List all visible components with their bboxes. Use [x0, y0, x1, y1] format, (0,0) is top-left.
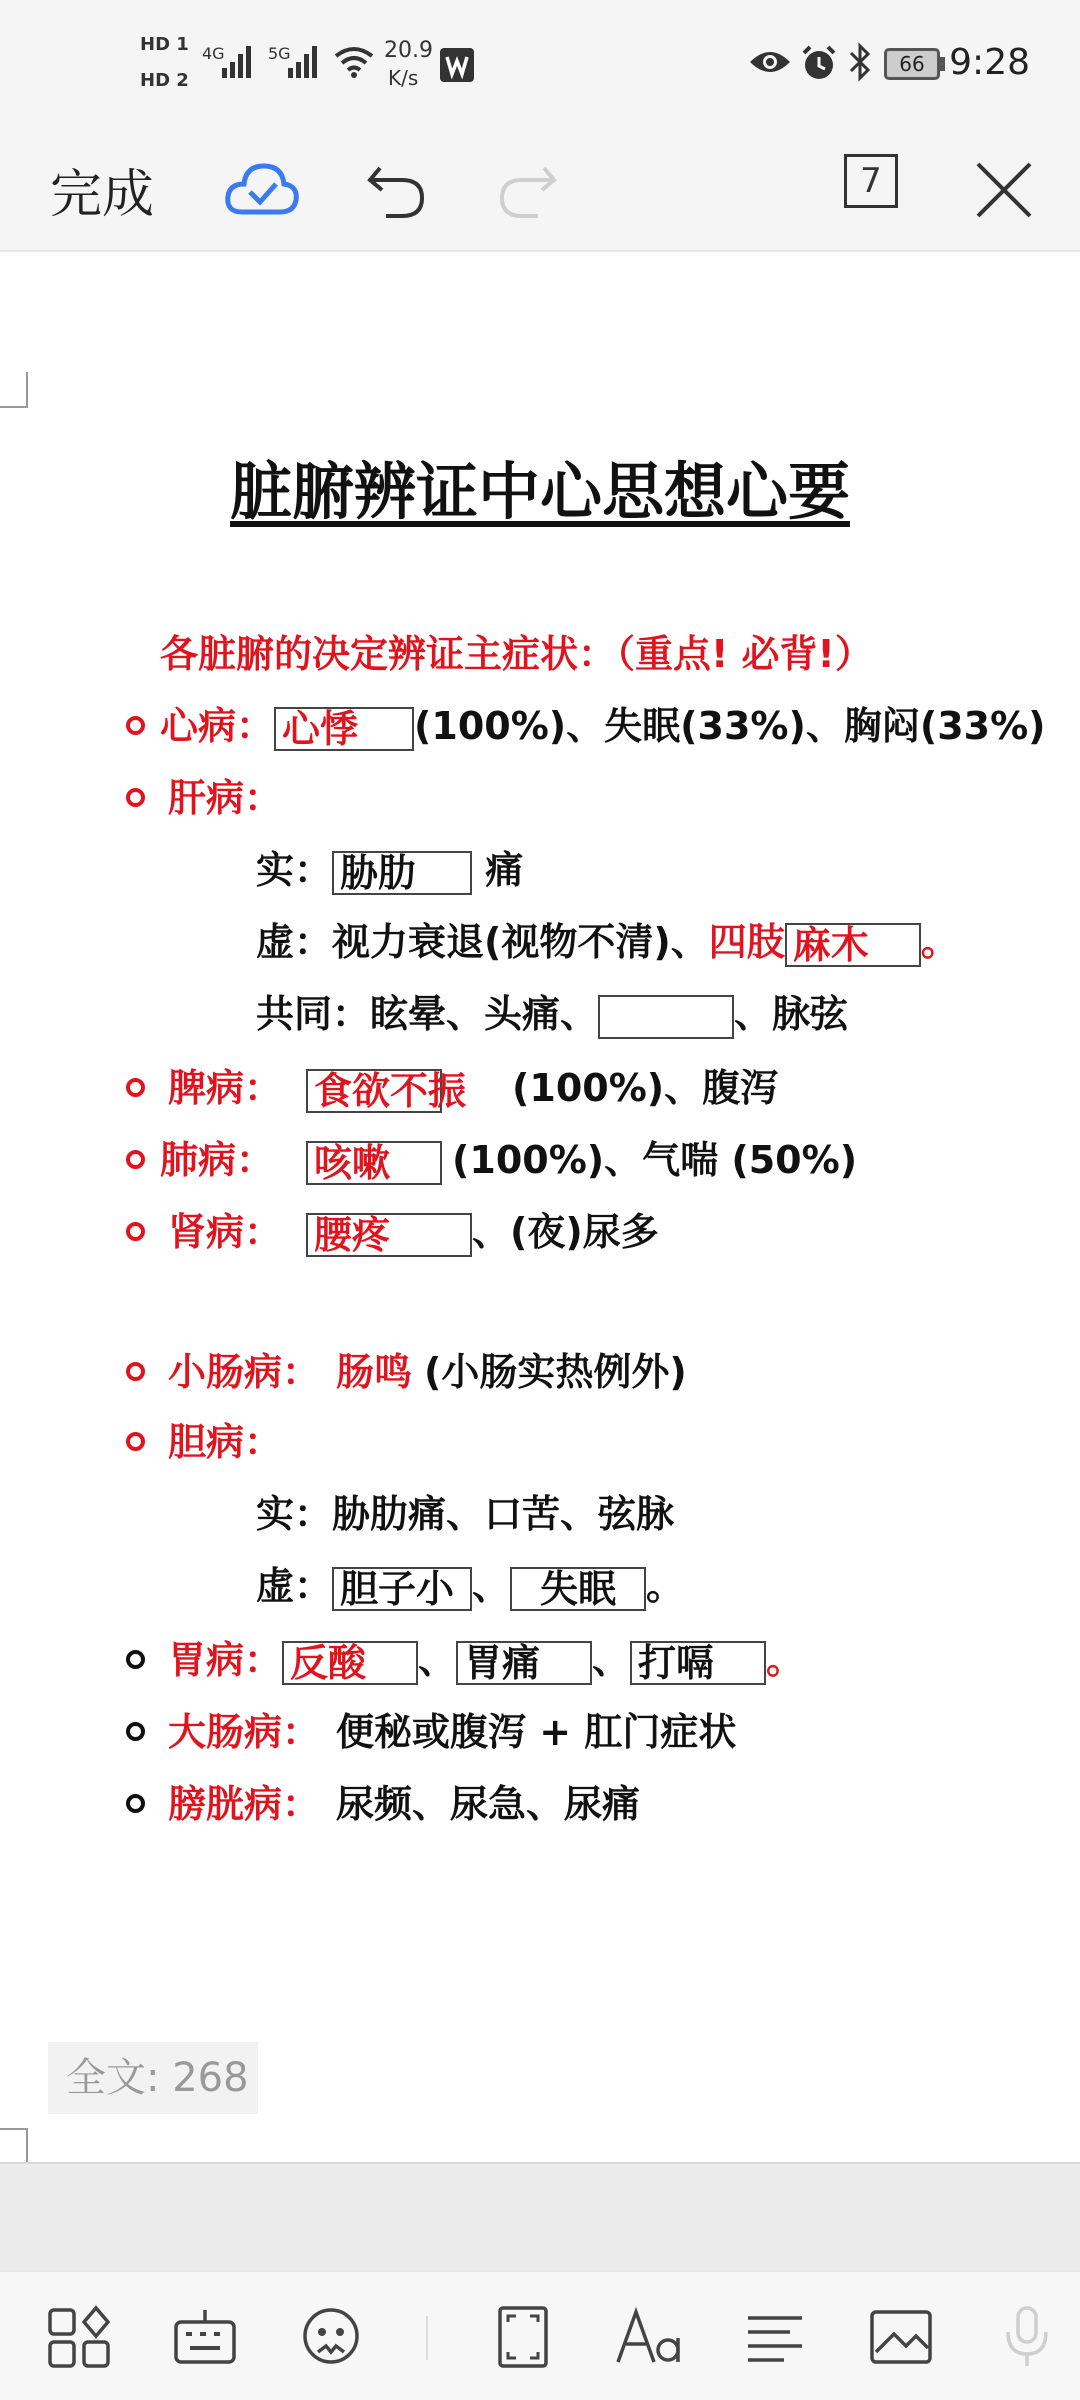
liver-xu-line: [256, 918, 959, 967]
word-count-badge: 全文: 268: [48, 2042, 258, 2114]
gallbladder-xu-sep: 、: [472, 1564, 511, 1608]
fullscreen-icon[interactable]: [488, 2302, 558, 2372]
liver-common-text: 眩晕、头痛、: [370, 992, 599, 1036]
small-intestine-rest: (小肠实热例外): [424, 1350, 687, 1394]
mic-icon[interactable]: [992, 2302, 1062, 2372]
lung-rest: (100%)、气喘 (50%): [452, 1138, 858, 1182]
bullet-liver: [126, 788, 145, 807]
apps-icon[interactable]: [44, 2302, 114, 2372]
page-corner-mark-bottom: [0, 2128, 28, 2164]
lung-line: [160, 1136, 857, 1185]
kidney-line: [168, 1208, 659, 1257]
gallbladder-xu-box2[interactable]: 失眠: [510, 1567, 646, 1611]
stomach-box1[interactable]: 反酸: [282, 1641, 418, 1685]
signal-icon-2: [288, 44, 322, 80]
redo-icon[interactable]: [488, 150, 568, 230]
wps-app-icon: [440, 48, 474, 82]
gallbladder-shi-line: [256, 1490, 674, 1538]
status-bar: [0, 0, 1080, 130]
bottom-toolbar: [0, 2270, 1080, 2400]
wifi-icon: [334, 46, 374, 78]
gallbladder-xu-end: 。: [646, 1564, 685, 1608]
large-intestine-rest: 便秘或腹泻 + 肛门症状: [336, 1710, 737, 1754]
liver-shi-rest: 痛: [472, 848, 524, 892]
signal-icon: [222, 44, 256, 80]
spleen-line: [168, 1064, 778, 1113]
stomach-box3[interactable]: 打嗝: [630, 1641, 766, 1685]
battery-indicator: 66: [884, 48, 940, 80]
lung-label: 肺病：: [160, 1138, 275, 1182]
bullet-small-intestine: [126, 1362, 145, 1381]
kidney-rest: 、(夜)尿多: [472, 1210, 659, 1254]
page-corner-mark: [0, 372, 28, 408]
bladder-label: 膀胱病：: [168, 1782, 321, 1826]
gallbladder-xu-box1[interactable]: 胆子小: [332, 1567, 472, 1611]
hd1-indicator: HD 1: [140, 34, 189, 55]
heart-line: [160, 702, 1046, 751]
spleen-rest: (100%)、腹泻: [512, 1066, 779, 1110]
small-intestine-line: [168, 1348, 687, 1396]
gallbladder-label: 胆病：: [168, 1420, 283, 1464]
close-icon[interactable]: [964, 150, 1044, 230]
intro-line: 各脏腑的决定辨证主症状：（重点! 必背!）: [160, 632, 873, 676]
bullet-spleen: [126, 1078, 145, 1097]
document-title: 脏腑辨证中心思想心要: [229, 455, 850, 528]
bullet-lung: [126, 1150, 145, 1169]
gallbladder-xu-line: [256, 1562, 684, 1611]
editor-toolbar: [0, 130, 1080, 252]
liver-common-label: 共同：: [256, 992, 371, 1036]
bluetooth-icon: [848, 42, 872, 82]
clock: 9:28: [949, 42, 1030, 83]
small-intestine-red: 肠鸣: [336, 1350, 413, 1394]
heart-label: 心病：: [160, 704, 275, 748]
keyboard-gap: [0, 2162, 1080, 2270]
bladder-line: [168, 1780, 640, 1828]
undo-icon[interactable]: [356, 150, 436, 230]
large-intestine-label: 大肠病：: [168, 1710, 321, 1754]
keyboard-icon[interactable]: [170, 2302, 240, 2372]
cloud-saved-icon[interactable]: [222, 150, 302, 230]
stomach-end: 。: [766, 1638, 805, 1682]
net1-indicator: 4G: [202, 44, 225, 63]
alarm-icon: [800, 44, 838, 82]
liver-shi-line: [256, 846, 523, 895]
document-page[interactable]: [0, 252, 1080, 2162]
liver-shi-box[interactable]: 胁肋: [332, 851, 472, 895]
kidney-answer-box[interactable]: 腰疼: [306, 1213, 472, 1257]
bullet-heart: [126, 716, 145, 735]
gallbladder-xu-label: 虚：: [256, 1564, 333, 1608]
stomach-label: 胃病：: [168, 1638, 283, 1682]
page-count-button[interactable]: 7: [844, 154, 898, 208]
bullet-kidney: [126, 1222, 145, 1241]
net2-indicator: 5G: [268, 44, 291, 63]
stomach-box2[interactable]: 胃痛: [456, 1641, 592, 1685]
spleen-answer-box[interactable]: 食欲不振: [306, 1069, 442, 1113]
liver-xu-end: 。: [920, 920, 959, 964]
stomach-sep2: 、: [592, 1638, 631, 1682]
liver-xu-box[interactable]: 麻木: [785, 923, 921, 967]
large-intestine-line: [168, 1708, 736, 1756]
liver-common-line: [256, 990, 848, 1039]
liver-shi-label: 实：: [256, 848, 333, 892]
battery-tip: [940, 57, 945, 71]
network-speed: 20.9: [384, 38, 433, 63]
stomach-line: [168, 1636, 804, 1685]
eye-icon: [748, 46, 792, 78]
liver-xu-label: 虚：: [256, 920, 333, 964]
hd2-indicator: HD 2: [140, 70, 189, 91]
done-button[interactable]: 完成: [50, 165, 155, 225]
liver-common-box[interactable]: [598, 995, 734, 1039]
lung-answer-box[interactable]: 咳嗽: [306, 1141, 442, 1185]
stomach-sep1: 、: [418, 1638, 457, 1682]
font-icon[interactable]: [614, 2302, 684, 2372]
bullet-stomach: [126, 1650, 145, 1669]
kidney-label: 肾病：: [168, 1210, 283, 1254]
gallbladder-shi-text: 胁肋痛、口苦、弦脉: [332, 1492, 675, 1536]
spleen-label: 脾病：: [168, 1066, 283, 1110]
liver-xu-text: 视力衰退(视物不清)、: [332, 920, 709, 964]
align-icon[interactable]: [740, 2302, 810, 2372]
liver-label: 肝病：: [168, 776, 283, 820]
bullet-large-intestine: [126, 1722, 145, 1741]
network-speed-unit: K/s: [388, 66, 419, 90]
image-icon[interactable]: [866, 2302, 936, 2372]
bullet-gallbladder: [126, 1432, 145, 1451]
liver-common-end: 、脉弦: [734, 992, 849, 1036]
gallbladder-shi-label: 实：: [256, 1492, 333, 1536]
heart-rest: (100%)、失眠(33%)、胸闷(33%): [414, 704, 1046, 748]
toolbar-divider: [426, 2316, 428, 2360]
heart-answer-box[interactable]: 心悸: [274, 707, 414, 751]
bullet-bladder: [126, 1794, 145, 1813]
bladder-rest: 尿频、尿急、尿痛: [336, 1782, 641, 1826]
liver-xu-red: 四肢: [708, 920, 785, 964]
small-intestine-label: 小肠病：: [168, 1350, 321, 1394]
sticker-icon[interactable]: [296, 2302, 366, 2372]
